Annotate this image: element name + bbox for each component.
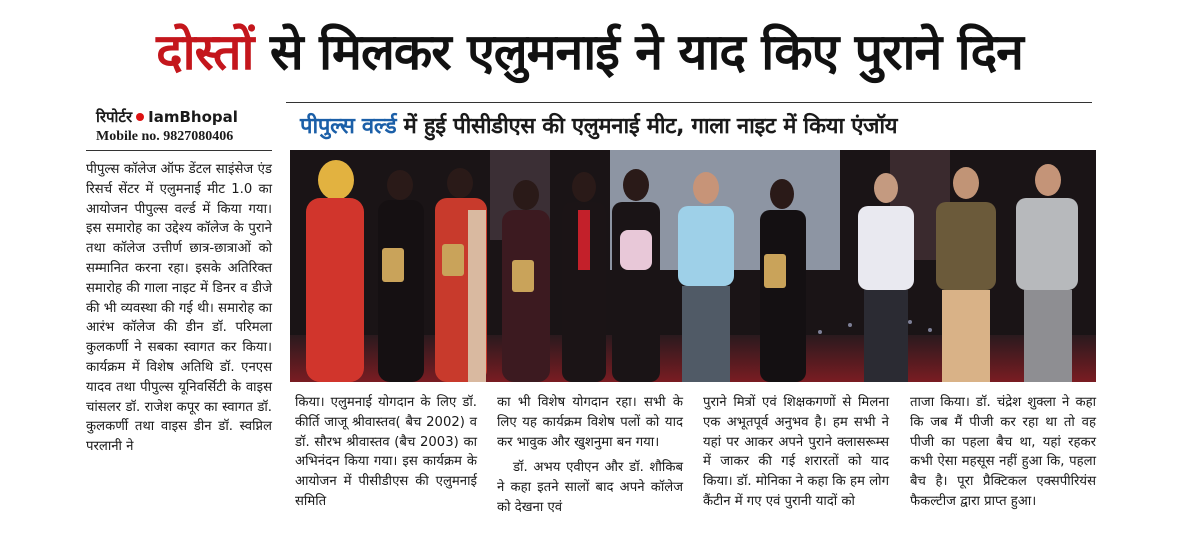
event-photo <box>290 150 1096 382</box>
byline-label: रिपोर्टर <box>96 108 133 126</box>
headline <box>0 20 1179 84</box>
event-photo-illustration <box>290 150 1096 382</box>
article-column-2 <box>295 393 477 512</box>
byline-reporter <box>96 107 238 127</box>
byline-dot-icon <box>136 113 144 121</box>
subheadline-rest: में हुई पीसीडीएस की एलुमनाई मीट, गाला नाइट में किया एंजॉय <box>396 114 898 139</box>
article-column-5 <box>910 393 1096 512</box>
divider-top <box>286 102 1092 103</box>
headline-red: दोस्तों <box>156 23 254 81</box>
column-5-text: ताजा किया। डॉ. चंद्रेश शुक्ला ने कहा कि जब मैं पीजी कर रहा था तो वह पीजी का पहला बैच था, यहां रहकर कभी ऐसा महसूस नहीं हुआ कि, पहला बैच है। पूरा प्रैक्टिकल एक्सपीरियंस फैकल्टीज द्वारा प्राप्त हुआ। <box>910 395 1096 509</box>
column-4-text: पुराने मित्रों एवं शिक्षकगणों से मिलना एक अभूतपूर्व अनुभव है। हम सभी ने यहां पर आकर अपने पुराने क्लासरूम्स में जाकर की गई शरारतों को याद किया। डॉ. मोनिका ने कहा कि हम लोग कैंटीन में गए एवं पुरानी यादों को <box>703 395 889 509</box>
byline-name: IamBhopal <box>148 108 238 126</box>
article-column-1 <box>86 160 272 457</box>
byline-mobile: Mobile no. 9827080406 <box>96 129 234 144</box>
subheadline <box>300 110 897 140</box>
column-2-text: किया। एलुमनाई योगदान के लिए डॉ. कीर्ति जाजू श्रीवास्तव( बैच 2002) व डॉ. सौरभ श्रीवास्तव (बैच 2003) का अभिनंदन किया गया। इस कार्यक्रम के आयोजन में पीसीडीएस की एलुमनाई समिति <box>295 395 477 509</box>
subheadline-blue: पीपुल्स वर्ल्ड <box>300 114 397 139</box>
column-3-paragraph-2: डॉ. अभय एवीएन और डॉ. शौकिब ने कहा इतने सालों बाद अपने कॉलेज को देखना एवं <box>497 460 683 515</box>
divider-left <box>86 150 272 151</box>
column-1-text: पीपुल्स कॉलेज ऑफ डेंटल साइंसेज एंड रिसर्च सेंटर में एलुमनाई मीट 1.0 का आयोजन पीपुल्स वर्ल्ड में किया गया। इस समारोह का उद्देश्य कॉलेज के पुराने तथा कॉलेज उत्तीर्ण छात्र-छात्राओं को सम्मानित करना रहा। इसके अतिरिक्त समारोह की गाला नाइट में डिनर व डीजे की भी व्यवस्था की गई थी। समारोह का आरंभ कॉलेज की डीन डॉ. परिमला कुलकर्णी ने सबका स्वागत कर किया। कार्यक्रम में विशेष अतिथि डॉ. एनएस यादव तथा पीपुल्स यूनिवर्सिटी के वाइस चांसलर डॉ. राजेश कपूर का स्वागत डॉ. कुलकर्णी तथा वाइस डीन डॉ. स्वप्निल परलानी ने <box>86 162 272 455</box>
column-3-paragraph-1: का भी विशेष योगदान रहा। सभी के लिए यह कार्यक्रम विशेष पलों को याद कर भावुक और खुशनुमा बन गया। <box>497 395 683 450</box>
article-column-3 <box>497 393 683 518</box>
headline-rest: से मिलकर एलुमनाई ने याद किए पुराने दिन <box>253 23 1023 81</box>
article-column-4 <box>703 393 889 512</box>
